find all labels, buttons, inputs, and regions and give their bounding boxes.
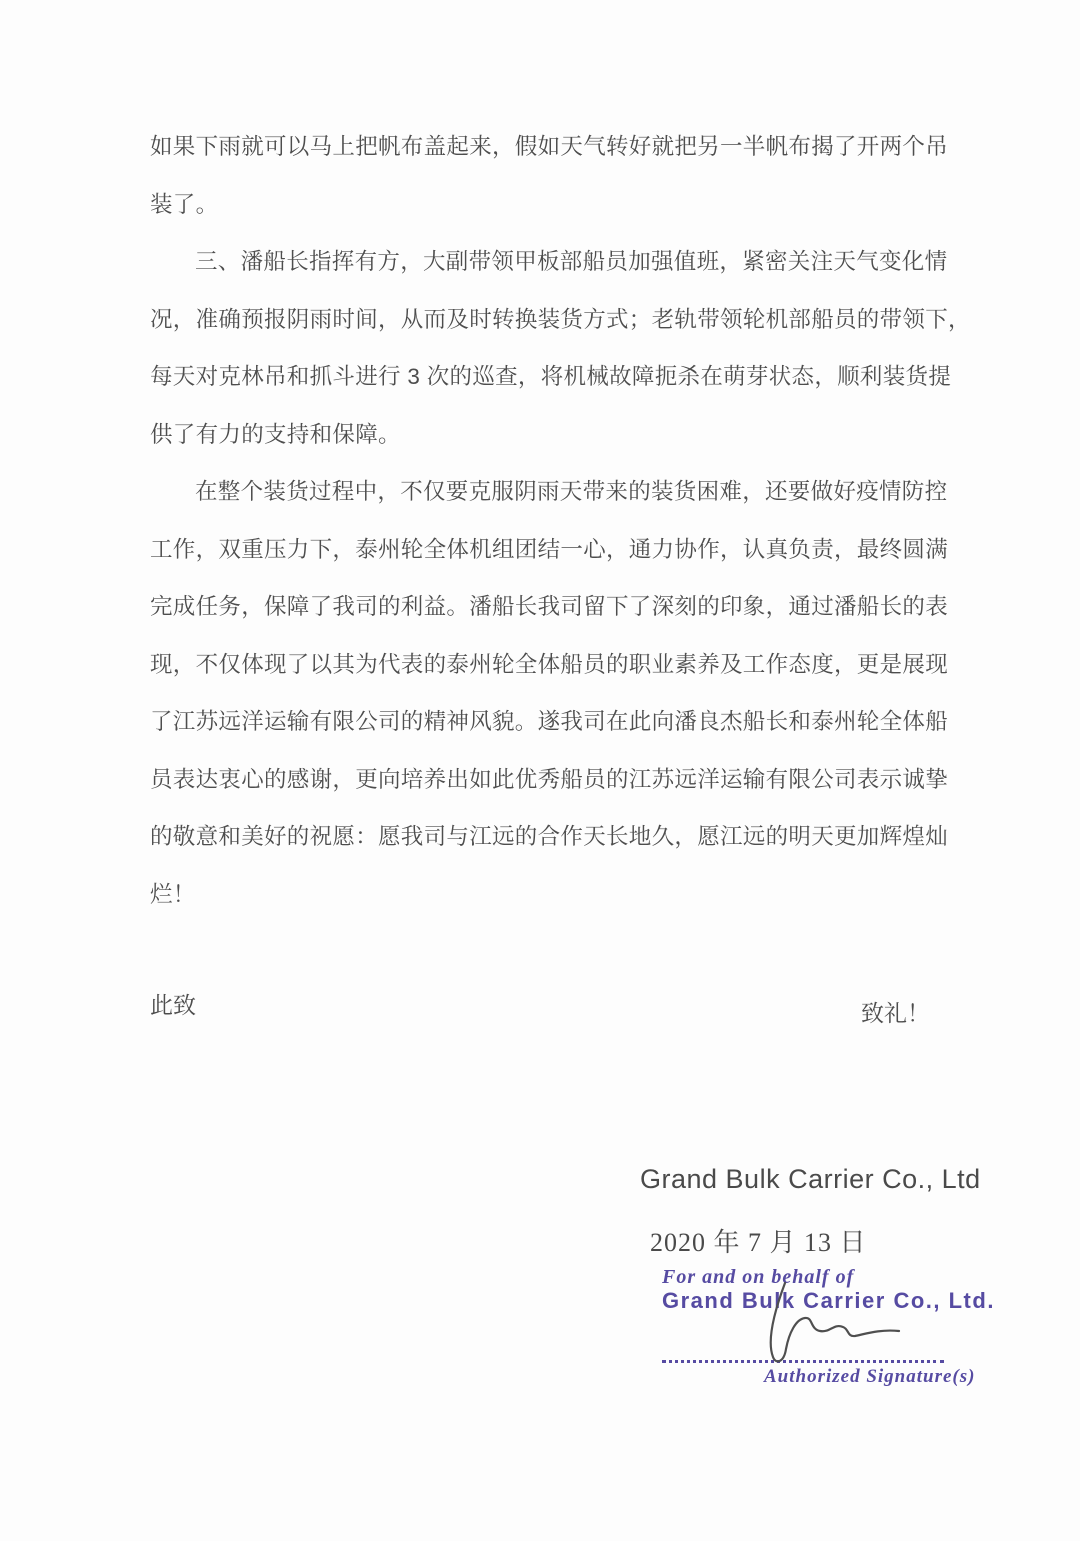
body-line: 现，不仅体现了以其为代表的泰州轮全体船员的职业素养及工作态度，更是展现 <box>150 651 949 677</box>
body-line: 况，准确预报阴雨时间，从而及时转换装货方式；老轨带领轮机部船员的带领下， <box>150 306 971 332</box>
stamp-behalf-line: For and on behalf of <box>662 1266 855 1288</box>
body-line: 如果下雨就可以马上把帆布盖起来，假如天气转好就把另一半帆布揭了开两个吊 <box>150 134 949 159</box>
letter-date: 2020 年 7 月 13 日 <box>650 1228 867 1257</box>
company-name: Grand Bulk Carrier Co., Ltd <box>640 1164 981 1194</box>
body-line: 的敬意和美好的祝愿：愿我司与江远的合作天长地久，愿江远的明天更加辉煌灿 <box>150 824 949 849</box>
body-line: 在整个装货过程中，不仅要克服阴雨天带来的装货困难，还要做好疫情防控 <box>195 479 948 504</box>
body-line: 每天对克林吊和抓斗进行 3 次的巡查，将机械故障扼杀在萌芽状态，顺利装货提 <box>150 364 952 389</box>
letter-body <box>150 118 971 923</box>
body-line: 装了。 <box>150 191 219 217</box>
body-line: 工作，双重压力下，泰州轮全体机组团结一心，通力协作，认真负责，最终圆满 <box>150 536 949 562</box>
body-line: 供了有力的支持和保障。 <box>150 421 401 447</box>
stamp-company-line: Grand Bulk Carrier Co., Ltd. <box>662 1288 995 1313</box>
body-line: 了江苏远洋运输有限公司的精神风貌。遂我司在此向潘良杰船长和泰州轮全体船 <box>150 709 949 734</box>
body-line: 员表达衷心的感谢，更向培养出如此优秀船员的江苏远洋运输有限公司表示诚挚 <box>150 766 949 792</box>
body-line: 完成任务，保障了我司的利益。潘船长我司留下了深刻的印象，通过潘船长的表 <box>150 594 949 619</box>
body-line: 烂！ <box>150 881 196 907</box>
salutation-cizhi: 此致 <box>150 992 196 1018</box>
stamp-authorized-label: Authorized Signature(s) <box>764 1366 976 1387</box>
body-line: 三、潘船长指挥有方，大副带领甲板部船员加强值班，紧密关注天气变化情 <box>195 249 948 274</box>
salutation-zhili: 致礼！ <box>861 1000 930 1026</box>
handwritten-signature <box>758 1281 908 1367</box>
